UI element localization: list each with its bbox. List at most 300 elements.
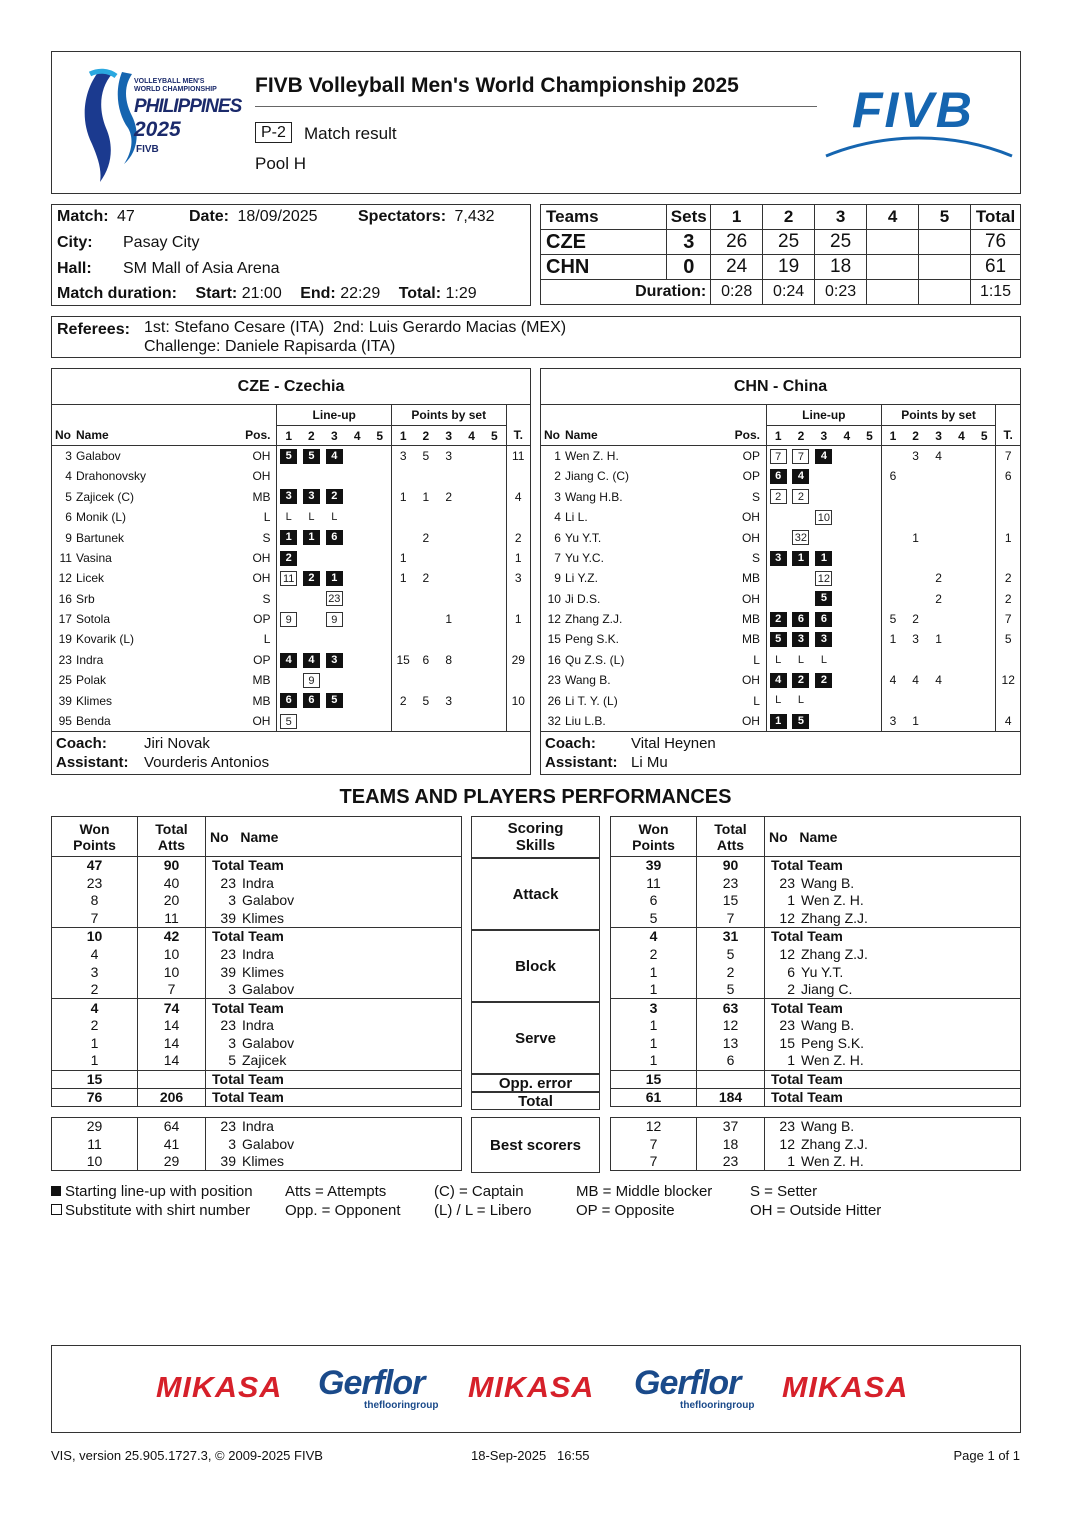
set-points <box>460 527 483 547</box>
player-row <box>541 690 1020 710</box>
referees-label: Referees: <box>57 321 130 338</box>
won-points-header <box>611 817 697 857</box>
player-name: Wen Z. H. <box>564 449 619 464</box>
set-points <box>414 629 437 649</box>
player-total: 29 <box>506 650 530 670</box>
lineup-cell <box>369 527 392 547</box>
set-points <box>927 466 950 486</box>
starting-position: 5 <box>815 591 832 606</box>
player-number: 32 <box>547 714 561 729</box>
set-points <box>414 589 437 609</box>
gerflor-logo: Gerflor <box>318 1364 425 1402</box>
player-position: MB <box>252 693 271 708</box>
player-total <box>996 507 1020 527</box>
score-row-cze <box>541 230 1021 255</box>
lineup-cell <box>835 527 858 547</box>
starting-position: 1 <box>326 571 343 586</box>
total-atts: 42 <box>138 928 206 946</box>
set-points <box>904 507 927 527</box>
player-position: MB <box>252 489 271 504</box>
lineup-cell <box>766 548 789 568</box>
lineup-group-header <box>52 405 530 425</box>
set-points <box>950 650 973 670</box>
assistant-name: Li Mu <box>631 754 668 772</box>
col-no: No <box>544 428 560 443</box>
player-name: Total Team <box>771 857 843 874</box>
name-header: No Name <box>206 817 462 857</box>
player-total: 4 <box>506 487 530 507</box>
player-cell <box>206 857 462 875</box>
player-number: 5 <box>228 1052 236 1069</box>
lineup-cell <box>835 568 858 588</box>
player-number: 39 <box>220 910 236 927</box>
set-points: 4 <box>889 673 897 688</box>
total-row <box>611 928 1021 946</box>
player-name: Indra <box>75 652 104 667</box>
set-points <box>927 609 950 629</box>
lineup-cell <box>835 650 858 670</box>
total-atts: 5 <box>697 981 765 999</box>
won-points: 10 <box>52 928 138 946</box>
lineup-group-header <box>541 405 1020 425</box>
coach-label: Coach: <box>56 735 107 753</box>
player-stat-row <box>52 945 462 963</box>
player-total <box>996 487 1020 507</box>
player-name: Polak <box>75 673 107 688</box>
player-position: L <box>753 693 760 708</box>
player-name: Wang H.B. <box>564 489 623 504</box>
mikasa-logo: MIKASA <box>467 1372 595 1404</box>
legend-text: (C) = Captain <box>434 1183 524 1200</box>
footer-printed: 18-Sep-2025 16:55 <box>471 1448 590 1463</box>
assistant-label: Assistant: <box>545 754 618 772</box>
set-points <box>927 650 950 670</box>
col-points-set: 5 <box>490 428 498 443</box>
player-stat-row <box>611 1017 1021 1035</box>
legend-starting <box>51 1183 253 1200</box>
skill-label: Attack <box>471 858 600 930</box>
substitute-number: 7 <box>770 449 787 464</box>
player-stat-row <box>611 892 1021 910</box>
set-points <box>483 548 506 568</box>
player-name: Jiang C. <box>801 981 853 998</box>
won-points: 10 <box>52 1153 138 1171</box>
player-cell <box>765 1070 1021 1088</box>
sets-won: 0 <box>667 255 711 280</box>
starting-position: 6 <box>326 530 343 545</box>
lineup-cell <box>346 629 369 649</box>
set-points: 2 <box>935 591 942 606</box>
player-name: Indra <box>242 874 274 891</box>
team-lineup-cze <box>51 368 531 775</box>
set-points <box>927 487 950 507</box>
set-score: 24 <box>711 255 763 280</box>
lineup-cell <box>766 527 789 547</box>
won-points: 3 <box>52 963 138 981</box>
player-stat-row <box>52 910 462 928</box>
lineup-cell <box>369 670 392 690</box>
lineup-cell <box>812 568 835 588</box>
player-cell <box>765 1135 1021 1153</box>
team-lineup-chn <box>540 368 1021 775</box>
set-points <box>437 568 460 588</box>
lineup-cell <box>812 690 835 710</box>
lineup-header: Line-up <box>766 405 881 425</box>
player-name: Zhang Z.J. <box>801 945 868 962</box>
col-pos: Pos. <box>734 428 760 443</box>
won-points: 29 <box>52 1118 138 1136</box>
spectators-label: Spectators: <box>358 208 447 225</box>
document-title: FIVB Volleyball Men's World Championship 2025 <box>255 74 739 97</box>
performance-table <box>610 1117 1021 1171</box>
total-atts: 29 <box>138 1153 206 1171</box>
col-points-set: 4 <box>958 428 965 443</box>
lineup-cell <box>789 589 812 609</box>
player-position: OP <box>253 652 271 667</box>
set-points <box>904 568 927 588</box>
document-code: P-2 <box>255 122 292 143</box>
total-atts: 23 <box>697 1153 765 1171</box>
lineup-cell <box>277 548 300 568</box>
set-points: 8 <box>445 652 453 667</box>
lineup-cell <box>300 548 323 568</box>
player-name: Galabov <box>75 449 121 464</box>
player-number: 4 <box>65 469 72 484</box>
col-lineup-set: 2 <box>797 428 805 443</box>
won-points: 8 <box>52 892 138 910</box>
player-cell <box>765 874 1021 892</box>
lineup-cell <box>346 650 369 670</box>
lineup-cell <box>858 629 881 649</box>
player-cell <box>206 892 462 910</box>
won-points: 1 <box>52 1034 138 1052</box>
won-points: 4 <box>611 928 697 946</box>
player-name: Peng S.K. <box>801 1034 865 1051</box>
lineup-cell <box>323 446 346 466</box>
lineup-cell <box>858 507 881 527</box>
col-lineup-set: 4 <box>843 428 851 443</box>
total-atts: 14 <box>138 1034 206 1052</box>
lineup-cell <box>858 670 881 690</box>
col-pos: Pos. <box>245 428 271 443</box>
total-atts: 206 <box>138 1088 206 1106</box>
player-number: 6 <box>65 510 72 525</box>
lineup-cell <box>323 690 346 710</box>
legend-text: Atts = Attempts <box>285 1183 387 1200</box>
player-total: 12 <box>996 670 1020 690</box>
lineup-cell <box>277 609 300 629</box>
set-points <box>437 589 460 609</box>
spectators-count: 7,432 <box>454 208 495 225</box>
set-points <box>460 548 483 568</box>
won-points: 7 <box>611 1153 697 1171</box>
legend-text: (L) / L = Libero <box>434 1202 532 1219</box>
performance-title: TEAMS AND PLAYERS PERFORMANCES <box>339 786 732 808</box>
player-name: Zhang Z.J. <box>801 910 868 927</box>
player-name: Zhang Z.J. <box>801 1135 868 1152</box>
player-number: 1 <box>554 449 561 464</box>
lineup-cell <box>835 670 858 690</box>
player-name: Wang B. <box>801 1118 855 1135</box>
player-total <box>506 589 530 609</box>
col-lineup-set: 2 <box>308 428 315 443</box>
set-points <box>437 670 460 690</box>
lineup-cell <box>369 548 392 568</box>
player-number: 4 <box>554 510 561 525</box>
player-total: 2 <box>996 568 1020 588</box>
player-name: Total Team <box>212 999 284 1016</box>
lineup-cell <box>300 690 323 710</box>
performance-header-row <box>611 817 1021 857</box>
starting-position: 6 <box>303 693 320 708</box>
won-points: 11 <box>611 874 697 892</box>
player-total <box>996 650 1020 670</box>
player-row <box>52 589 530 609</box>
player-position: OP <box>742 469 760 484</box>
player-name: Zajicek (C) <box>75 489 134 504</box>
player-name: Indra <box>242 945 274 962</box>
lineup-cell <box>369 507 392 527</box>
player-cell <box>765 892 1021 910</box>
set-points <box>904 487 927 507</box>
title-divider <box>255 106 817 107</box>
lineup-cell <box>766 711 789 731</box>
lineup-cell <box>323 650 346 670</box>
player-stat-row <box>52 1153 462 1171</box>
lineup-cell <box>812 711 835 731</box>
lineup-cell <box>346 589 369 609</box>
total-duration: 1:15 <box>971 280 1021 305</box>
set-points <box>950 466 973 486</box>
player-position: L <box>753 652 760 667</box>
match-date: 18/09/2025 <box>237 208 318 225</box>
lineup-cell <box>858 568 881 588</box>
substitute-number: 5 <box>280 714 297 729</box>
set-points <box>414 507 437 527</box>
player-row <box>541 609 1020 629</box>
player-row <box>52 507 530 527</box>
player-total: 1 <box>506 609 530 629</box>
total-atts: 7 <box>138 981 206 999</box>
header-text: Atts <box>157 836 186 853</box>
lineup-cell <box>323 629 346 649</box>
set-points: 1 <box>422 489 430 504</box>
total-atts: 63 <box>697 999 765 1017</box>
won-points: 76 <box>52 1088 138 1106</box>
city-value: Pasay City <box>123 234 200 251</box>
substitute-number: 2 <box>770 489 787 504</box>
player-number: 1 <box>787 1153 795 1170</box>
player-number: 9 <box>65 530 72 545</box>
set-points: 6 <box>889 469 897 484</box>
set-points <box>437 507 460 527</box>
player-cell <box>206 910 462 928</box>
starting-position: 3 <box>326 653 343 668</box>
substitute-number: 10 <box>815 510 832 525</box>
lineup-cell <box>835 487 858 507</box>
lineup-cell <box>812 629 835 649</box>
lineup-cell <box>858 589 881 609</box>
player-position: MB <box>741 612 760 627</box>
set-points: 1 <box>935 632 942 647</box>
player-number: 39 <box>220 1153 236 1170</box>
player-position: OH <box>741 530 760 545</box>
player-total <box>506 711 530 731</box>
set-score: 18 <box>815 255 867 280</box>
col-lineup-set: 5 <box>858 425 881 445</box>
set-points: 6 <box>422 652 430 667</box>
col-points-set: 5 <box>980 428 988 443</box>
lineup-cell <box>858 711 881 731</box>
lineup-cell <box>766 568 789 588</box>
coach-label: Coach: <box>545 735 596 753</box>
set-score <box>867 230 919 255</box>
player-name: Wen Z. H. <box>801 1153 864 1170</box>
player-total: 6 <box>996 466 1020 486</box>
set-points <box>483 568 506 588</box>
won-points: 4 <box>52 945 138 963</box>
score-header: 2 <box>763 205 815 230</box>
lineup-cell <box>277 589 300 609</box>
lineup-cell <box>346 548 369 568</box>
mikasa-logo: MIKASA <box>781 1372 909 1404</box>
player-name: Wang B. <box>564 673 611 688</box>
lineup-cell <box>789 446 812 466</box>
lineup-cell <box>323 711 346 731</box>
total-atts: 7 <box>697 910 765 928</box>
player-stat-row <box>611 963 1021 981</box>
player-name: Wang B. <box>801 874 855 891</box>
set-points: 3 <box>399 449 407 464</box>
player-cell <box>206 1118 462 1136</box>
player-number: 23 <box>220 874 236 891</box>
player-name: Wang B. <box>801 1017 855 1034</box>
hall-value: SM Mall of Asia Arena <box>123 260 280 277</box>
performance-chn <box>610 816 1021 1107</box>
player-stat-row <box>611 874 1021 892</box>
player-row <box>541 629 1020 649</box>
player-name: Benda <box>75 714 111 729</box>
lineup-cell <box>277 507 300 527</box>
player-stat-row <box>52 874 462 892</box>
set-points <box>483 650 506 670</box>
lineup-cell <box>766 466 789 486</box>
player-row <box>52 487 530 507</box>
lineup-cell <box>346 527 369 547</box>
set-points <box>391 629 414 649</box>
set-points <box>414 711 437 731</box>
lineup-cell <box>369 589 392 609</box>
player-number: 16 <box>547 652 561 667</box>
points-header: Points by set <box>881 405 996 425</box>
player-cell <box>765 963 1021 981</box>
set-points <box>927 527 950 547</box>
lineup-cell <box>277 650 300 670</box>
performance-table <box>51 1117 462 1171</box>
set-points <box>460 629 483 649</box>
total-atts: 20 <box>138 892 206 910</box>
won-points: 5 <box>611 910 697 928</box>
player-cell <box>206 945 462 963</box>
lineup-cell <box>346 670 369 690</box>
total-atts: 31 <box>697 928 765 946</box>
set-points <box>483 690 506 710</box>
lineup-cell <box>858 466 881 486</box>
player-number: 23 <box>547 673 561 688</box>
player-stat-row <box>52 1135 462 1153</box>
player-name: Li L. <box>564 510 588 525</box>
set-score <box>919 255 971 280</box>
lineup-cell <box>858 609 881 629</box>
lineup-cell <box>812 487 835 507</box>
player-total <box>506 670 530 690</box>
duration-row <box>541 280 1021 305</box>
lineup-cell <box>277 670 300 690</box>
performance-header-row <box>52 817 462 857</box>
player-number: 11 <box>59 550 72 565</box>
set-points: 3 <box>445 449 453 464</box>
set-points <box>391 670 414 690</box>
set-points <box>881 487 904 507</box>
start-time: 21:00 <box>241 285 282 302</box>
set-points <box>460 711 483 731</box>
set-points <box>927 690 950 710</box>
starting-position: 1 <box>792 551 809 566</box>
set-points: 5 <box>422 449 430 464</box>
player-name: Srb <box>75 591 95 606</box>
won-points: 39 <box>611 857 697 875</box>
player-row <box>541 466 1020 486</box>
skill-label: Serve <box>471 1002 600 1074</box>
lineup-cell <box>277 527 300 547</box>
substitute-number: 12 <box>815 571 832 586</box>
player-total: 7 <box>996 609 1020 629</box>
lineup-cell <box>346 609 369 629</box>
total-atts: 15 <box>697 892 765 910</box>
total-atts: 23 <box>697 874 765 892</box>
substitute-number: 2 <box>792 489 809 504</box>
player-cell <box>206 981 462 999</box>
player-position: OH <box>252 469 271 484</box>
fivb-logo-text: FIVB <box>852 82 974 138</box>
player-position: OP <box>253 612 271 627</box>
set-points <box>904 589 927 609</box>
lineup-cell <box>835 690 858 710</box>
total-row <box>611 999 1021 1017</box>
lineup-cell <box>766 609 789 629</box>
won-points: 2 <box>52 981 138 999</box>
set-points <box>437 527 460 547</box>
lineup-cell <box>277 711 300 731</box>
lineup-cell <box>346 568 369 588</box>
player-stat-row <box>52 892 462 910</box>
score-header: 3 <box>815 205 867 230</box>
lineup-cell <box>277 466 300 486</box>
player-cell <box>765 910 1021 928</box>
col-points-set: 1 <box>889 428 897 443</box>
lineup-cell <box>346 711 369 731</box>
player-row <box>52 711 530 731</box>
set-points <box>973 670 996 690</box>
player-row <box>52 527 530 547</box>
lineup-cell <box>300 650 323 670</box>
libero-mark: L <box>331 510 338 523</box>
set-score <box>919 230 971 255</box>
lineup-cell <box>766 589 789 609</box>
set-points <box>904 548 927 568</box>
mikasa-logo: MIKASA <box>155 1372 283 1404</box>
col-lineup-set: 1 <box>766 425 789 445</box>
